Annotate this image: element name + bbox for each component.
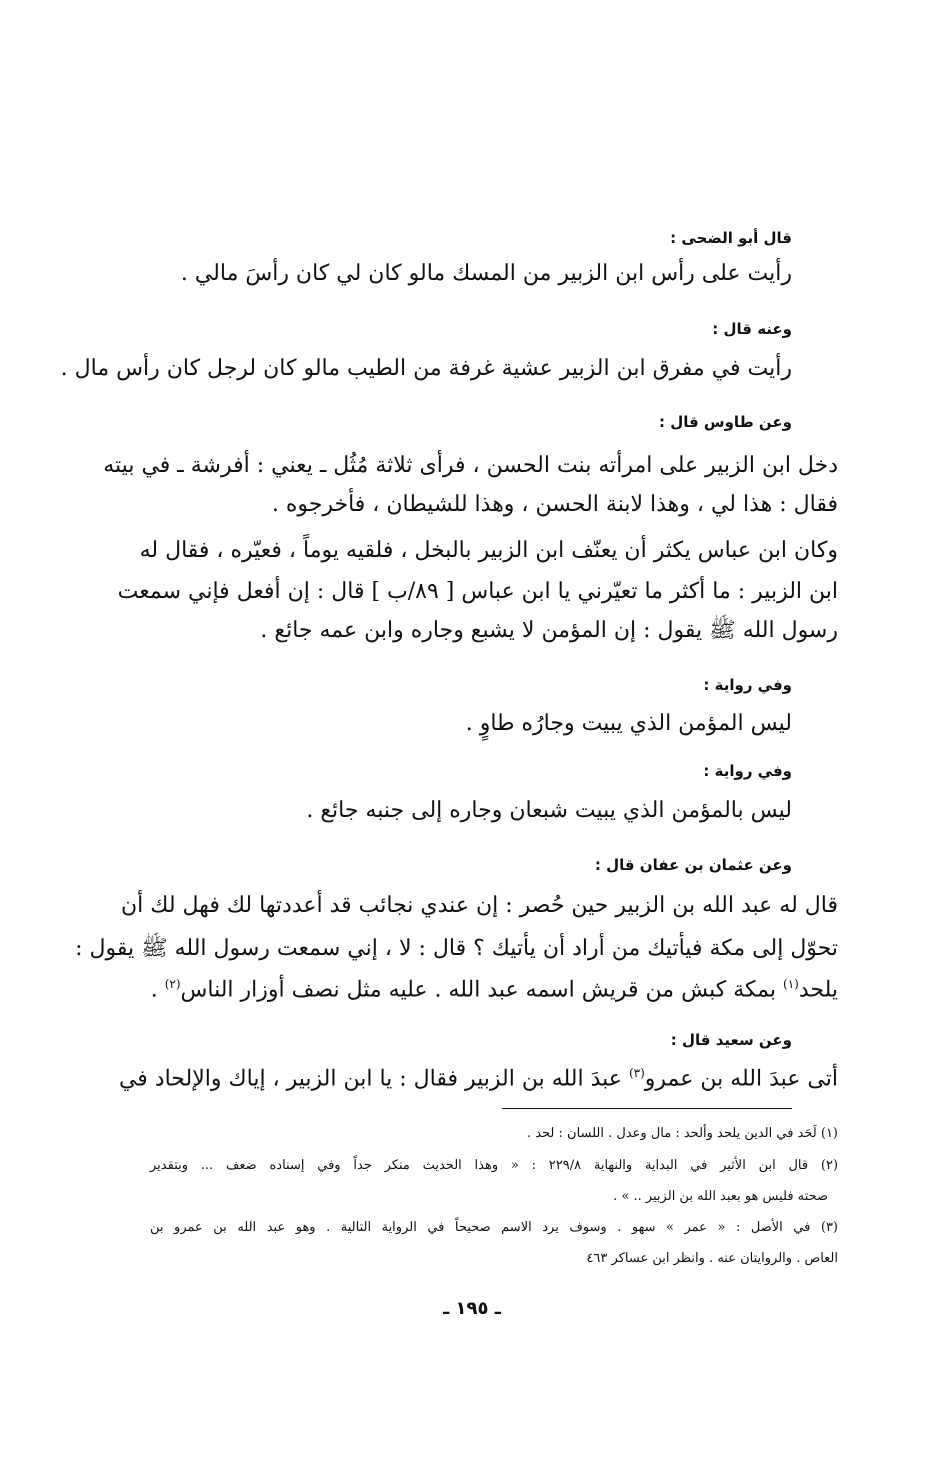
footnote: (٣) في الأصل : « عمر » سهو . وسوف يرد الاسم صحيحاً في الرواية التالية . وهو عبد الله بن عمرو بن [150, 1220, 838, 1235]
text-line: ليس بالمؤمن الذي يبيت شبعان وجاره إلى جنبه جائع . [306, 798, 792, 823]
text-line [151, 978, 838, 1001]
footnote: (١) لَحَد في الدين يلحد وألحد : مال وعدل . اللسان : لحد . [526, 1126, 838, 1141]
line-segment: يلحد [798, 977, 838, 1003]
line-segment: بمكة كبش من قريش اسمه عبد الله . عليه مثل نصف أوزار الناس [180, 977, 777, 1003]
text-line: تحوّل إلى مكة فيأتيك من أراد أن يأتيك ؟ قال : لا ، إني سمعت رسول الله ﷺ يقول : [75, 936, 838, 961]
text-line: دخل ابن الزبير على امرأته بنت الحسن ، فرأى ثلاثة مُثُل ـ يعني : أفرشة ـ في بيته [103, 453, 838, 478]
text-line: قال له عبد الله بن الزبير حين حُصر : إن عندي نجائب قد أعددتها لك فهل لك أن [121, 893, 838, 918]
text-line: ليس المؤمن الذي يبيت وجارُه طاوٍ . [465, 711, 792, 736]
text-line [118, 1066, 838, 1092]
line-segment: أتى عبدَ الله بن عمرو [644, 1066, 838, 1092]
footnote-mark: (٣) [628, 1066, 645, 1080]
text-line: فقال : هذا لي ، وهذا لابنة الحسن ، وهذا للشيطان ، فأخرجوه . [271, 492, 838, 517]
section-header: وفي رواية : [703, 676, 792, 694]
footnote: (٢) قال ابن الأثير في البداية والنهاية ٢٢٩/٨ : « وهذا الحديث منكر جداً وفي إسناده ضعف ... وبتقدير [150, 1158, 839, 1173]
section-header: قال أبو الضحى : [670, 229, 792, 247]
footnote: العاص . والروايتان عنه . وانظر ابن عساكر ٤٦٣ [586, 1251, 838, 1266]
footnote-mark: (٢) [164, 977, 181, 991]
page-number: ـ ١٩٥ ـ [443, 1298, 501, 1319]
line-segment: . [150, 977, 158, 1003]
line-segment: عبدَ الله بن الزبير فقال : يا ابن الزبير ، إياك والإلحاد في [118, 1066, 622, 1092]
footnote-separator [502, 1108, 792, 1109]
text-line: ابن الزبير : ما أكثر ما تعيّرني يا ابن عباس [ ٨٩/ب ] قال : إن أفعل فإني سمعت [117, 579, 838, 604]
text-line: رأيت في مفرق ابن الزبير عشية غرفة من الطيب مالو كان لرجل كان رأس مال . [60, 356, 792, 381]
text-line: وكان ابن عباس يكثر أن يعنّف ابن الزبير بالبخل ، فلقيه يوماً ، فعيّره ، فقال له [139, 538, 838, 563]
footnote-mark: (١) [783, 977, 799, 991]
section-header: وعن سعيد قال : [670, 1031, 792, 1049]
section-header: وعنه قال : [712, 320, 792, 338]
text-line: رسول الله ﷺ يقول : إن المؤمن لا يشبع وجاره وابن عمه جائع . [260, 618, 838, 643]
footnote: صحته فليس هو بعبد الله بن الزبير .. » . [613, 1189, 828, 1204]
section-header: وفي رواية : [703, 762, 792, 780]
text-line: رأيت على رأس ابن الزبير من المسك مالو كان لي كان رأسَ مالي . [180, 261, 792, 286]
section-header: وعن طاوس قال : [659, 413, 792, 431]
section-header: وعن عثمان بن عفان قال : [594, 856, 792, 874]
